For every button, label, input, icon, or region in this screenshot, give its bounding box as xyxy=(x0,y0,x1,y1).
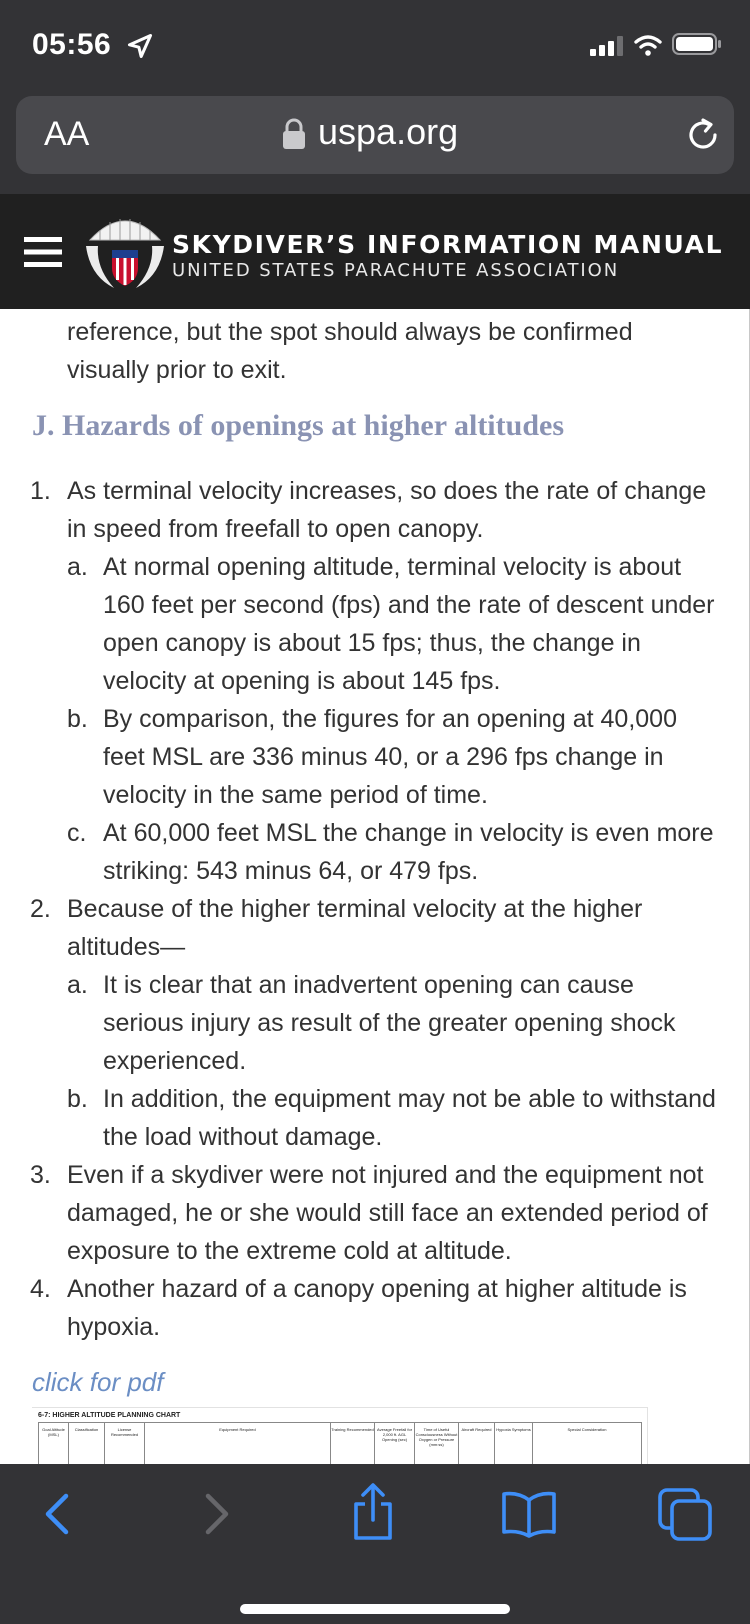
home-indicator xyxy=(240,1604,510,1614)
list-item-text: Another hazard of a canopy opening at higher altitude is hypoxia. xyxy=(67,1275,687,1341)
share-icon[interactable] xyxy=(350,1482,396,1542)
pdf-column-header: Classification xyxy=(69,1423,105,1464)
pdf-column-header: License Recommended xyxy=(105,1423,145,1464)
lock-icon xyxy=(281,118,307,150)
forward-icon[interactable] xyxy=(198,1490,234,1538)
status-time: 05:56 xyxy=(32,28,112,61)
site-title[interactable]: SKYDIVER’S INFORMATION MANUAL xyxy=(172,230,724,259)
pdf-preview-table xyxy=(38,1422,642,1464)
site-subtitle: UNITED STATES PARACHUTE ASSOCIATION xyxy=(172,260,620,281)
list-item-text: As terminal velocity increases, so does the rate of change in speed from freefall to open canopy. xyxy=(67,477,707,543)
sub-list-item xyxy=(0,548,720,700)
lead-paragraph: reference, but the spot should always be confirmed visually prior to exit. xyxy=(67,318,633,384)
sub-list-letter: c. xyxy=(67,819,87,847)
list-number: 2. xyxy=(30,895,51,923)
menu-icon[interactable] xyxy=(24,236,62,268)
sub-list-letter: b. xyxy=(67,705,88,733)
sub-list-item xyxy=(0,1080,720,1156)
sub-list-item xyxy=(0,966,720,1080)
pdf-column-header: Equipment Required xyxy=(145,1423,331,1464)
back-icon[interactable] xyxy=(40,1490,76,1538)
pdf-column-header: Hypoxia Symptoms xyxy=(495,1423,533,1464)
address-bar[interactable] xyxy=(16,96,734,174)
pdf-column-header: Aircraft Required xyxy=(459,1423,495,1464)
pdf-preview-title: 6-7: HIGHER ALTITUDE PLANNING CHART xyxy=(38,1412,181,1419)
battery-icon xyxy=(672,32,722,56)
pdf-link[interactable]: click for pdf xyxy=(32,1367,164,1397)
list-item-text: Because of the higher terminal velocity at the higher altitudes— xyxy=(67,895,643,961)
list-item xyxy=(0,890,720,966)
section-heading: J. Hazards of openings at higher altitudes xyxy=(32,409,564,442)
list-number: 1. xyxy=(30,477,51,505)
tabs-icon[interactable] xyxy=(658,1488,714,1542)
text-size-button[interactable]: AA xyxy=(44,115,90,153)
cellular-signal-icon xyxy=(590,36,626,56)
wifi-icon xyxy=(634,34,662,56)
bookmarks-icon[interactable] xyxy=(500,1490,558,1538)
browser-address-area xyxy=(0,92,750,194)
pdf-preview[interactable] xyxy=(32,1407,648,1464)
pdf-column-header: Average Freefall for 2,000 ft. AGL Opening (sec) xyxy=(375,1423,415,1464)
status-bar xyxy=(0,0,750,92)
list-item xyxy=(0,472,720,548)
reload-icon[interactable] xyxy=(684,116,722,154)
sub-list-letter: a. xyxy=(67,971,88,999)
list-item xyxy=(0,1156,720,1270)
sub-list-item-text: At normal opening altitude, terminal velocity is about 160 feet per second (fps) and the rate of descent under open canopy is about 15 fps; thus, the change in velocity at opening is about 145 fps. xyxy=(103,553,715,695)
sub-list-item-text: It is clear that an inadvertent opening can cause serious injury as result of the greater opening shock experienced. xyxy=(103,971,676,1075)
list-number: 3. xyxy=(30,1161,51,1189)
sub-list-letter: a. xyxy=(67,553,88,581)
pdf-column-header: Goal Altitude (MSL) xyxy=(39,1423,69,1464)
sub-list-item xyxy=(0,700,720,814)
url-text[interactable]: uspa.org xyxy=(318,111,459,152)
sub-list-item-text: By comparison, the figures for an opening at 40,000 feet MSL are 336 minus 40, or a 296 fps change in velocity in the same period of time. xyxy=(103,705,677,809)
browser-toolbar xyxy=(0,1464,750,1624)
sub-list-item-text: At 60,000 feet MSL the change in velocity is even more striking: 543 minus 64, or 479 fps. xyxy=(103,819,714,885)
location-arrow-icon xyxy=(126,32,154,60)
sub-list-letter: b. xyxy=(67,1085,88,1113)
pdf-column-header: Time of Useful Consciousness Without Oxygen or Pressure (mm:ss) xyxy=(415,1423,459,1464)
hazards-list xyxy=(0,472,750,1346)
pdf-column-header: Training Recommended xyxy=(331,1423,375,1464)
site-header xyxy=(0,194,750,309)
uspa-logo-icon[interactable] xyxy=(82,206,168,292)
list-number: 4. xyxy=(30,1275,51,1303)
pdf-column-header: Special Consideration xyxy=(567,1427,607,1432)
list-item xyxy=(0,1270,720,1346)
sub-list-item xyxy=(0,814,720,890)
article-content[interactable] xyxy=(0,309,750,1464)
list-item-text: Even if a skydiver were not injured and the equipment not damaged, he or she would still face an extended period of exposure to the extreme cold at altitude. xyxy=(67,1161,708,1265)
sub-list-item-text: In addition, the equipment may not be able to withstand the load without damage. xyxy=(103,1085,716,1151)
